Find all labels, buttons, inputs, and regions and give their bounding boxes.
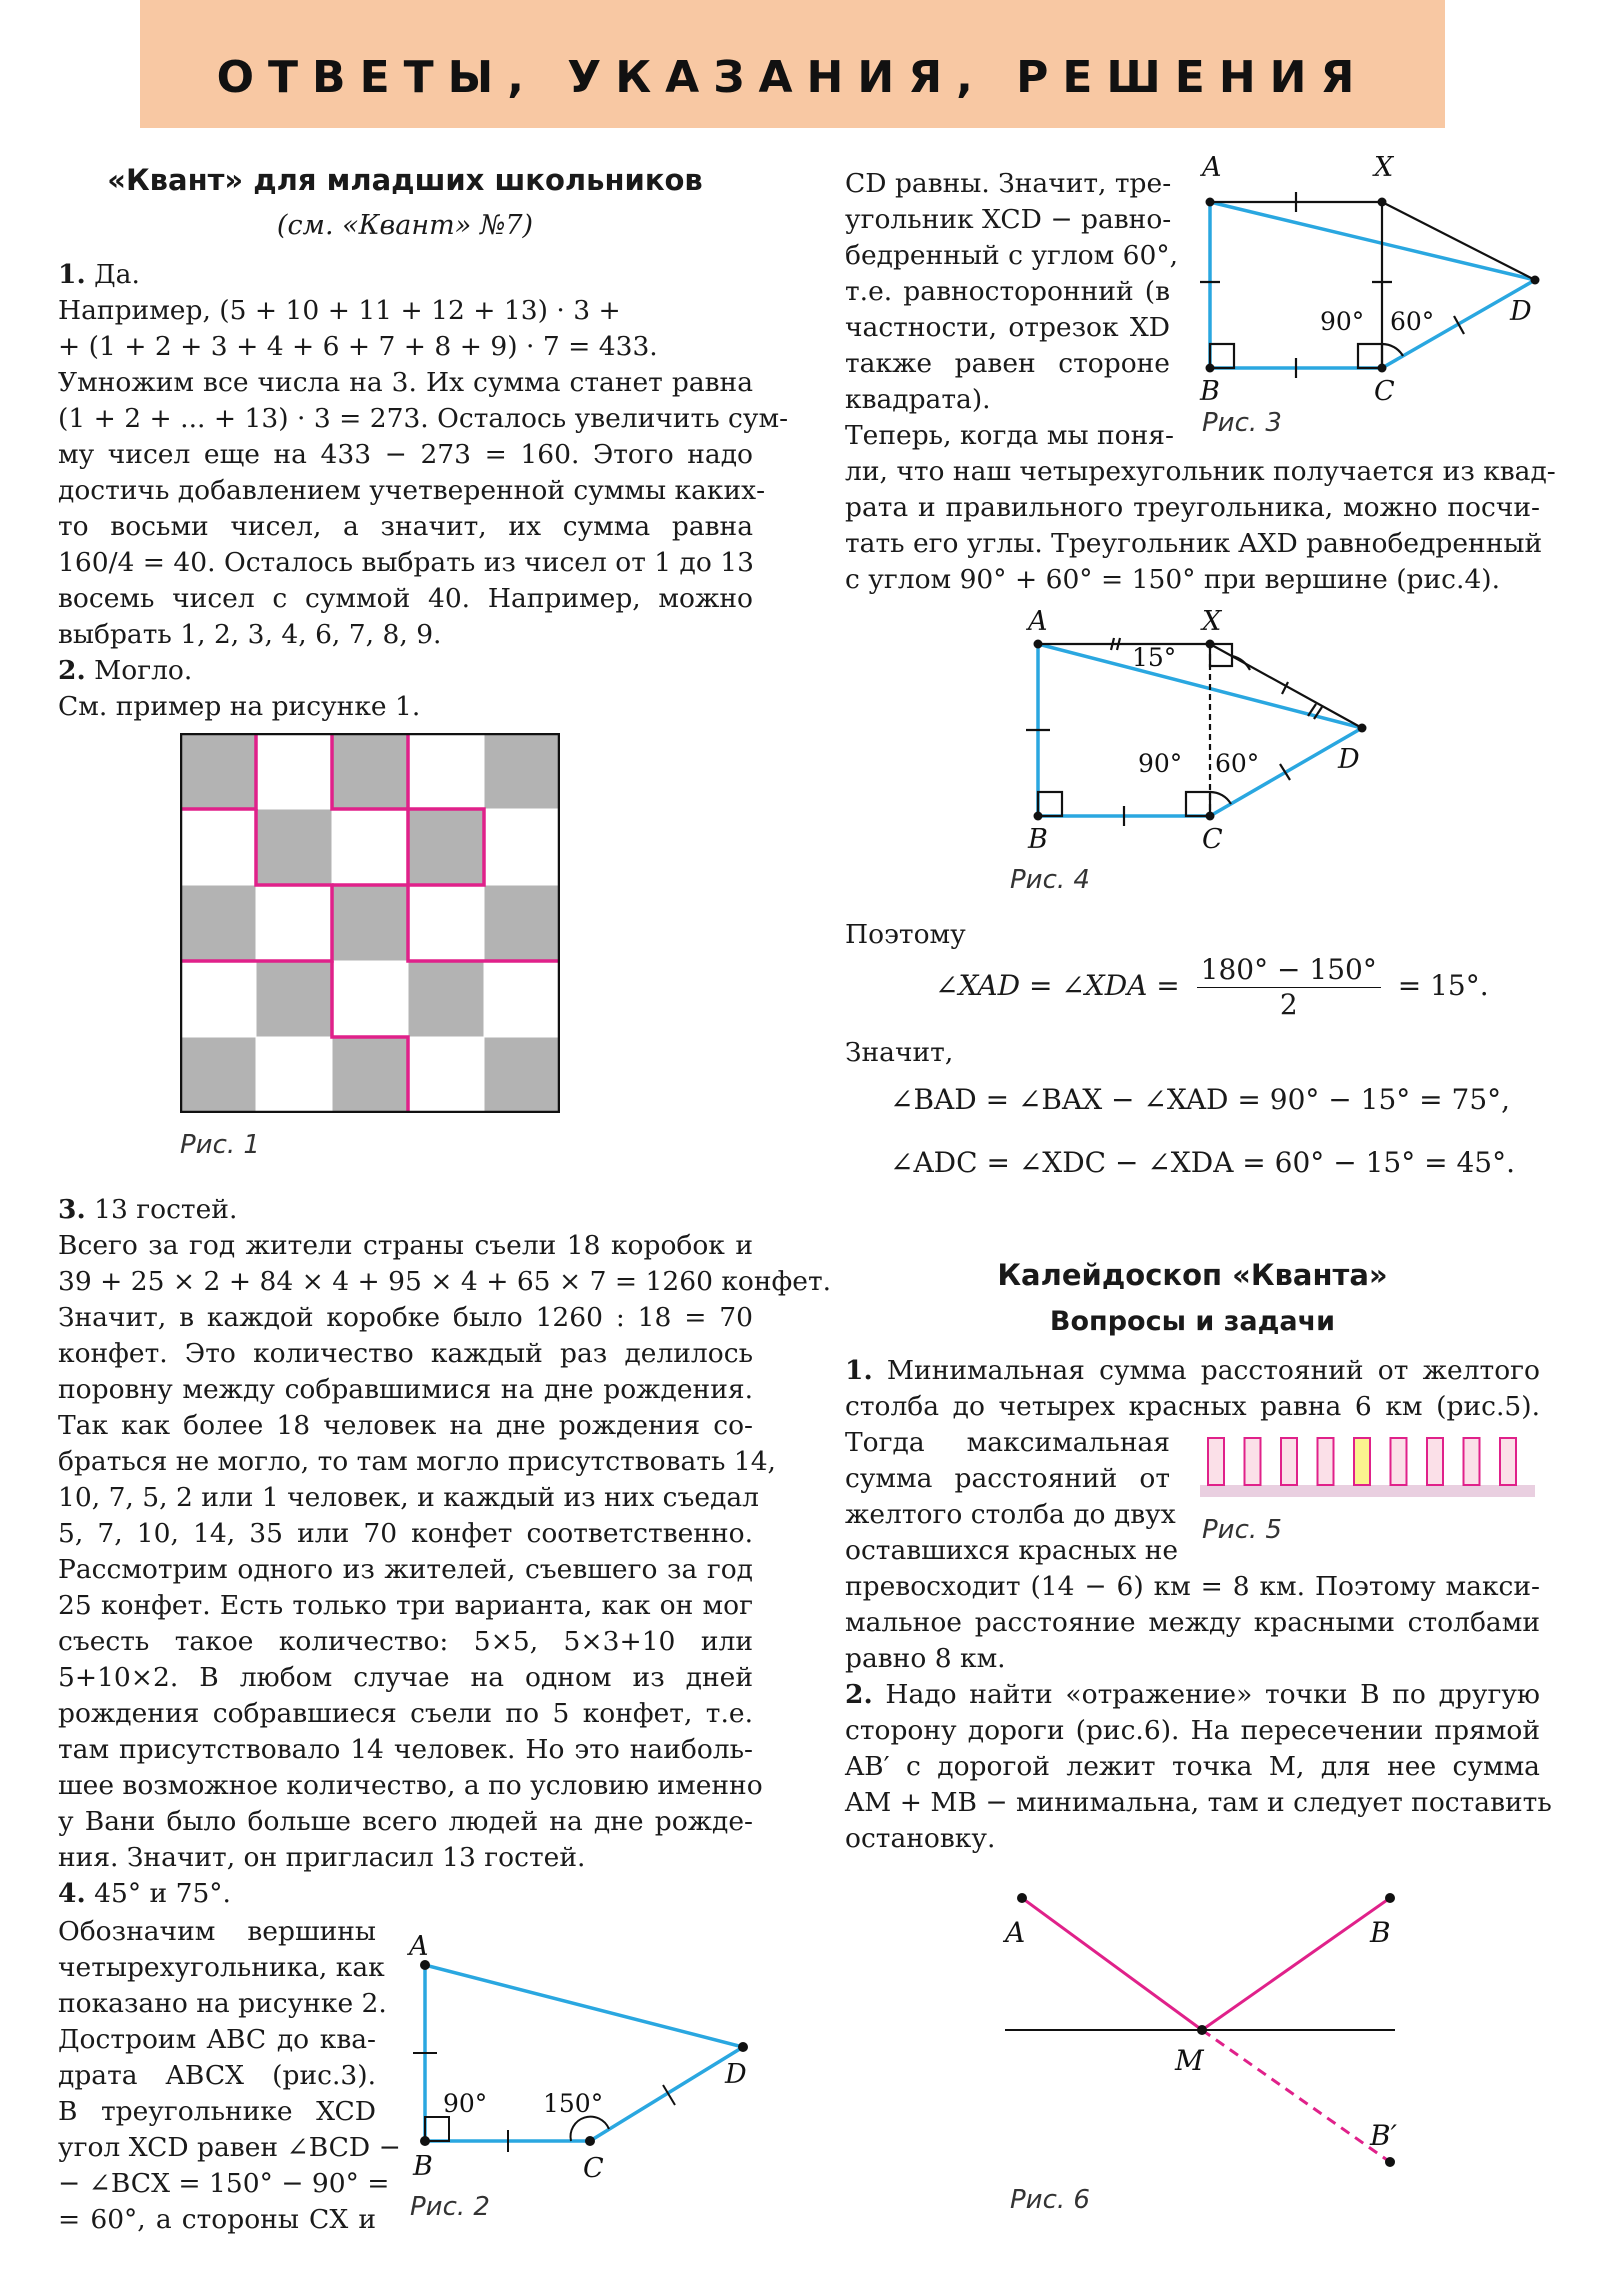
problem-1-line: достичь добавлением учетверенной суммы каких- [58, 475, 766, 506]
grid-cell [408, 885, 484, 961]
problem-1-line: 160/4 = 40. Осталось выбрать из чисел от 1 до 13 [58, 547, 754, 578]
kaleido-2-line: AM + MB − минимальна, там и следует поставить [845, 1787, 1552, 1818]
angle-90: 90° [1138, 749, 1183, 778]
grid-cell [408, 809, 484, 885]
grid-cell [256, 885, 332, 961]
grid-cell [484, 1037, 560, 1113]
col2-line: тать его углы. Треугольник AXD равнобедренный [845, 528, 1543, 559]
problem-4-line: драта ABCX (рис.3). [58, 2060, 376, 2091]
calc-so: Значит, [845, 1037, 954, 1068]
grid-cell [408, 1037, 484, 1113]
red-pole [1464, 1438, 1480, 1485]
problem-3 [58, 1192, 832, 1912]
grid-cell [332, 961, 408, 1037]
col2-line: также равен стороне [845, 348, 1170, 379]
figure-5-caption: Рис. 5 [1202, 1515, 1282, 1545]
problem-4-line: = 60°, а стороны CX и [58, 2204, 376, 2235]
col2-full-text [845, 454, 1556, 598]
label-X: X [1202, 606, 1222, 637]
label-D: D [1510, 296, 1532, 327]
problem-1 [58, 257, 789, 725]
figure-1-grid [180, 733, 560, 1113]
red-pole [1245, 1438, 1261, 1485]
formula-bad: ∠BAD = ∠BAX − ∠XAD = 90° − 15° = 75°, [890, 1083, 1511, 1116]
problem-4-line: В треугольнике XCD [58, 2096, 376, 2127]
col2-line: т.е. равносторонний (в [845, 276, 1170, 307]
problem-3-line: рождения собравшиеся съели по 5 конфет, т.е. [58, 1698, 753, 1729]
problem-1-line: Например, (5 + 10 + 11 + 12 + 13) · 3 + [58, 295, 621, 326]
red-pole [1391, 1438, 1407, 1485]
col2-line: частности, отрезок XD [845, 312, 1170, 343]
grid-cell [332, 733, 408, 809]
grid-cell [180, 885, 256, 961]
red-pole [1318, 1438, 1334, 1485]
label-B: B [1370, 1916, 1391, 1949]
grid-cell [484, 885, 560, 961]
label-A: A [1028, 606, 1048, 637]
label-A: A [1005, 1916, 1026, 1949]
figure-6-reflection [995, 1880, 1415, 2190]
problem-4-line: − ∠BCX = 150° − 90° = [58, 2168, 390, 2199]
problem-1-line: восемь чисел с суммой 40. Например, можно [58, 583, 753, 614]
problem-3-line: Всего за год жители страны съели 18 коробок и [58, 1230, 753, 1261]
fraction: $\frac{180^\circ - 150^\circ}{2}$ [1197, 953, 1381, 1022]
problem-3-line: конфет. Это количество каждый раз делилось [58, 1338, 753, 1369]
label-B-prime: B′ [1370, 2119, 1397, 2152]
figure-2-quadrilateral [395, 1925, 765, 2185]
angle-90: 90° [443, 2089, 488, 2118]
grid-cell [408, 961, 484, 1037]
figure-1-caption: Рис. 1 [180, 1130, 260, 1160]
label-M: M [1175, 2044, 1204, 2077]
kaleido-1-after [845, 1569, 1552, 1857]
problem-2-answer-line: 2. Могло. [58, 655, 193, 686]
grid-cell [256, 733, 332, 809]
kaleido-1-top [845, 1353, 1540, 1425]
problem-1-line: (1 + 2 + ... + 13) · 3 = 273. Осталось увеличить сум- [58, 403, 789, 434]
figure-4-caption: Рис. 4 [1010, 865, 1090, 895]
problem-1-line: Умножим все числа на 3. Их сумма станет равна [58, 367, 753, 398]
red-pole [1208, 1438, 1224, 1485]
col2-line: ли, что наш четырехугольник получается из квад- [845, 456, 1556, 487]
problem-3-line: ния. Значит, он пригласил 13 гостей. [58, 1842, 586, 1873]
kaleido-2-line: AB′ с дорогой лежит точка M, для нее сумма [845, 1751, 1540, 1782]
label-C: C [1202, 824, 1223, 855]
label-B: B [413, 2151, 433, 2182]
problem-3-line: съесть такое количество: 5×5, 5×3+10 или [58, 1626, 753, 1657]
grid-cell [484, 733, 560, 809]
problem-3-line: Так как более 18 человек на дне рождения со- [58, 1410, 753, 1441]
problem-3-answer-line: 3. 13 гостей. [58, 1194, 238, 1225]
yellow-pole [1354, 1438, 1370, 1485]
problem-4-line: угол XCD равен ∠BCD − [58, 2132, 401, 2163]
grid-cell [180, 809, 256, 885]
col2-line: квадрата). [845, 384, 991, 415]
label-D: D [1338, 744, 1360, 775]
grid-cell [332, 1037, 408, 1113]
problem-3-line: у Вани было больше всего людей на дне рожде- [58, 1806, 753, 1837]
angle-150: 150° [543, 2089, 604, 2118]
grid-cell [256, 961, 332, 1037]
kaleido-1-line: столба до четырех красных равна 6 км (рис.5). [845, 1391, 1540, 1422]
label-A: A [409, 1931, 429, 1962]
formula-adc: ∠ADC = ∠XDC − ∠XDA = 60° − 15° = 45°. [890, 1146, 1515, 1179]
problem-3-line: поровну между собравшимися на дне рождения. [58, 1374, 753, 1405]
red-pole [1427, 1438, 1443, 1485]
angle-15: 15° [1132, 643, 1177, 672]
kaleido-1-short [845, 1425, 1179, 1569]
figure-6-caption: Рис. 6 [1010, 2185, 1090, 2215]
kaleido-2-line: остановку. [845, 1823, 996, 1854]
kaleido-1-line: мальное расстояние между красными столбами [845, 1607, 1540, 1638]
problem-3-line: Значит, в каждой коробке было 1260 : 18 = 70 [58, 1302, 753, 1333]
problem-1-line: му чисел еще на 433 − 273 = 160. Этого надо [58, 439, 753, 470]
problem-4-line: Обозначим вершины [58, 1916, 376, 1947]
problem-3-line: 39 + 25 × 2 + 84 × 4 + 95 × 4 + 65 × 7 = 1260 конфет. [58, 1266, 832, 1297]
calc-therefore: Поэтому [845, 919, 966, 950]
kaleido-2-line: сторону дороги (рис.6). На пересечении прямой [845, 1715, 1540, 1746]
grid-cell [332, 809, 408, 885]
label-B: B [1200, 376, 1220, 407]
problem-4-answer-line: 4. 45° и 75°. [58, 1878, 231, 1909]
angle-60: 60° [1215, 749, 1260, 778]
formula-xad: ∠XAD = ∠XDA = $\frac{180^\circ - 150^\circ}{2}$ = 15°. [935, 953, 1489, 1021]
problem-1-answer-line: 1. Да. [58, 259, 140, 290]
label-C: C [1374, 376, 1395, 407]
angle-60: 60° [1390, 307, 1435, 336]
col2-top-text [845, 166, 1179, 454]
problem-4-line: показано на рисунке 2. [58, 1988, 387, 2019]
angle-90: 90° [1320, 307, 1365, 336]
problem-4-text [58, 1914, 401, 2238]
section-heading-kaleidoscope: Калейдоскоп «Кванта» [997, 1258, 1388, 1292]
grid-cell [332, 885, 408, 961]
figure-4-angles [1010, 600, 1390, 860]
grid-cell [180, 961, 256, 1037]
figure-3-square-triangle [1190, 150, 1560, 415]
label-X: X [1374, 152, 1394, 183]
col2-line: Теперь, когда мы поня- [845, 420, 1174, 451]
page-title: ОТВЕТЫ, УКАЗАНИЯ, РЕШЕНИЯ [216, 52, 1369, 103]
label-B: B [1028, 824, 1048, 855]
col2-line: CD равны. Значит, тре- [845, 168, 1172, 199]
problem-3-line: Рассмотрим одного из жителей, съевшего за год [58, 1554, 753, 1585]
problem-3-line: там присутствовало 14 человек. Но это наиболь- [58, 1734, 753, 1765]
section-subheading-kaleidoscope: Вопросы и задачи [1049, 1306, 1336, 1337]
col2-line: рата и правильного треугольника, можно посчи- [845, 492, 1540, 523]
ground [1200, 1485, 1535, 1497]
kaleido-2-line: 2. Надо найти «отражение» точки B по другую [845, 1679, 1540, 1710]
problem-3-line: 5+10×2. В любом случае на одном из дней [58, 1662, 753, 1693]
col2-line: бедренный с углом 60°, [845, 240, 1179, 271]
label-C: C [583, 2153, 604, 2184]
grid-cell [180, 1037, 256, 1113]
grid-cell [408, 733, 484, 809]
section-subheading-junior: (см. «Квант» №7) [276, 210, 534, 241]
figure-3-caption: Рис. 3 [1202, 408, 1282, 438]
problem-3-line: шее возможное количество, а по условию именно [58, 1770, 763, 1801]
figure-2-caption: Рис. 2 [410, 2192, 490, 2222]
problem-3-line: 25 конфет. Есть только три варианта, как он мог [58, 1590, 753, 1621]
problem-2-text: См. пример на рисунке 1. [58, 691, 421, 722]
problem-1-line: выбрать 1, 2, 3, 4, 6, 7, 8, 9. [58, 619, 442, 650]
grid-cell [256, 1037, 332, 1113]
grid-cell [484, 961, 560, 1037]
label-D: D [725, 2059, 747, 2090]
grid-cell [484, 809, 560, 885]
col2-line: угольник XCD − равно- [845, 204, 1172, 235]
problem-3-line: 10, 7, 5, 2 или 1 человек, и каждый из них съедал [58, 1482, 760, 1513]
kaleido-1-line: равно 8 км. [845, 1643, 1006, 1674]
label-A: A [1202, 152, 1222, 183]
problem-4-line: Дострoим ABC до ква- [58, 2024, 376, 2055]
red-pole [1281, 1438, 1297, 1485]
col2-line: с углом 90° + 60° = 150° при вершине (рис.4). [845, 564, 1501, 595]
kaleido-1-line: 1. Минимальная сумма расстояний от желтого [845, 1355, 1540, 1386]
problem-3-line: 5, 7, 10, 14, 35 или 70 конфет соответственно. [58, 1518, 753, 1549]
figure-5-poles [1200, 1430, 1535, 1500]
red-pole [1500, 1438, 1516, 1485]
kaleido-1-line: желтого столба до двух [845, 1499, 1176, 1530]
section-heading-junior: «Квант» для младших школьников [107, 163, 703, 197]
problem-1-line: то восьми чисел, а значит, их сумма равна [58, 511, 753, 542]
problem-3-line: браться не могло, то там могло присутствовать 14, [58, 1446, 776, 1477]
grid-cell [256, 809, 332, 885]
kaleido-1-line: сумма расстояний от [845, 1463, 1170, 1494]
kaleido-1-line: превосходит (14 − 6) км = 8 км. Поэтому макси- [845, 1571, 1540, 1602]
problem-1-line: + (1 + 2 + 3 + 4 + 6 + 7 + 8 + 9) · 7 = 433. [58, 331, 658, 362]
problem-4-line: четырехугольника, как [58, 1952, 385, 1983]
kaleido-1-line: оставшихся красных не [845, 1535, 1179, 1566]
grid-cell [180, 733, 256, 809]
kaleido-1-line: Тогда максимальная [845, 1427, 1170, 1458]
